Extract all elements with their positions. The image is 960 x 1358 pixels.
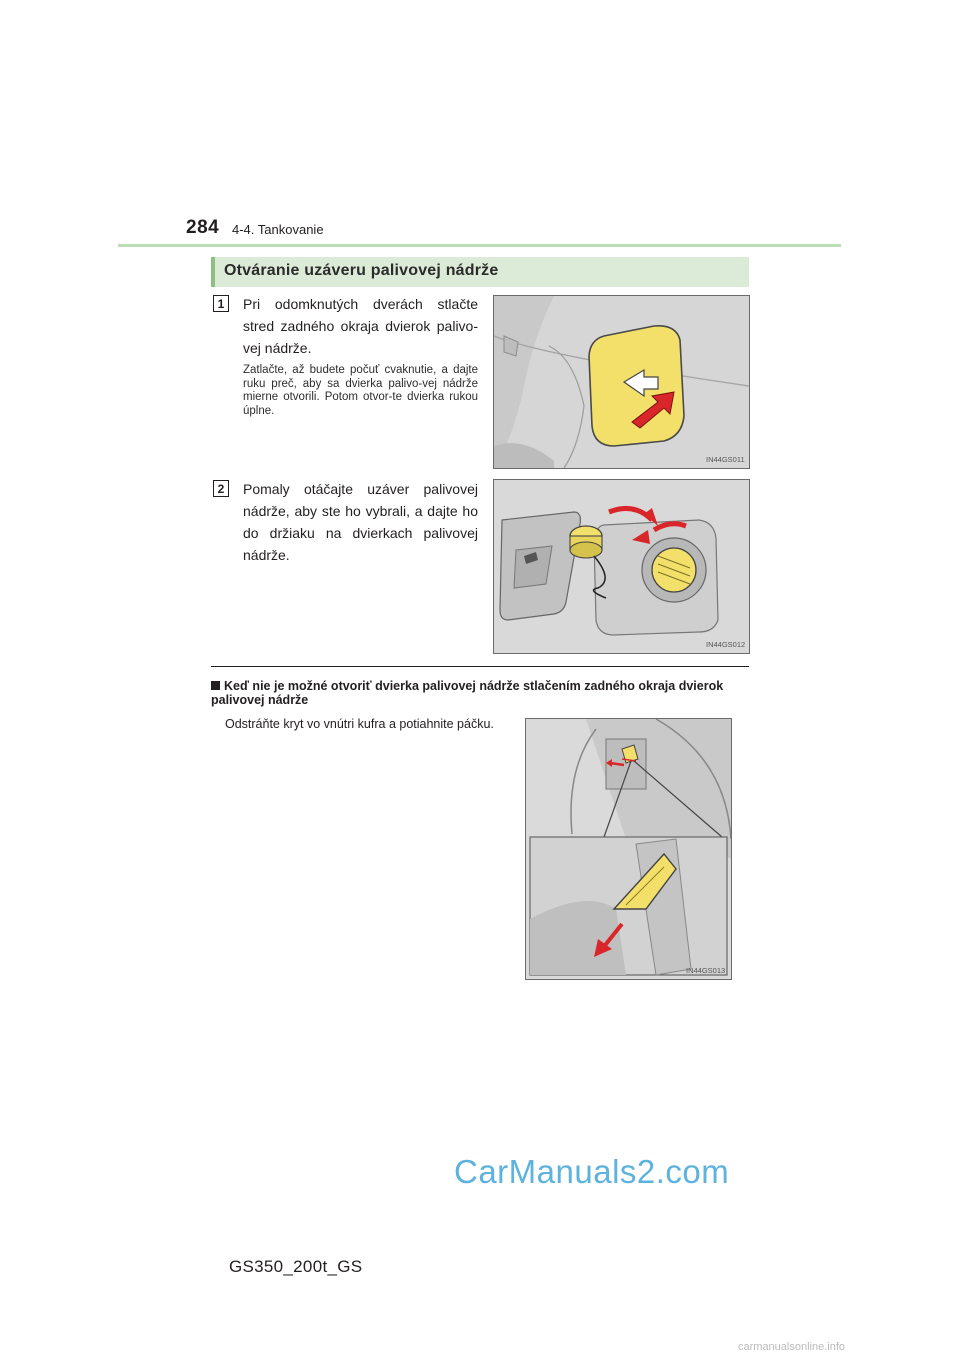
header-rule xyxy=(118,244,841,247)
subsection-heading xyxy=(211,679,749,707)
step-2-text: Pomaly otáčajte uzáver palivovej nádrže, aby ste ho vybrali, a dajte ho do držiaku na dvierkach palivovej nádrže. xyxy=(243,481,478,563)
step-1-text: Pri odomknutých dverách stlačte stred zadného okraja dvierok palivo-vej nádrže. xyxy=(243,296,478,356)
subsection-note: Odstráňte kryt vo vnútri kufra a potiahnite páčku. xyxy=(225,717,494,731)
step-1-badge: 1 xyxy=(213,295,229,312)
step-1-note: Zatlačte, až budete počuť cvaknutie, a dajte ruku preč, aby sa dvierka palivo-vej nádrže mierne otvorili. Potom otvor-te dvierka rukou úplne. xyxy=(243,364,478,417)
watermark-text: CarManuals2.com xyxy=(454,1153,730,1190)
section-title-accent xyxy=(211,257,215,287)
svg-text:IN44GS012: IN44GS012 xyxy=(706,640,746,649)
figure-fuel-cap-remove xyxy=(493,479,750,654)
subsection-heading-text: Keď nie je možné otvoriť dvierka palivovej nádrže stlačením zadného okraja dvierok palivovej nádrže xyxy=(211,679,724,707)
svg-text:IN44GS011: IN44GS011 xyxy=(706,455,745,464)
figure-fuel-door-push xyxy=(493,295,750,469)
section-title: Otváranie uzáveru palivovej nádrže xyxy=(224,262,499,279)
subsection-rule xyxy=(211,666,749,667)
bullet-square-icon xyxy=(211,681,220,690)
footer-model: GS350_200t_GS xyxy=(229,1257,363,1276)
svg-text:IN44GS013: IN44GS013 xyxy=(686,966,726,975)
section-label: 4-4. Tankovanie xyxy=(232,222,324,237)
page-number: 284 xyxy=(186,217,220,238)
figure-trunk-lever xyxy=(525,718,732,980)
footer-site: carmanualsonline.info xyxy=(738,1341,846,1353)
step-2-badge: 2 xyxy=(213,480,229,497)
